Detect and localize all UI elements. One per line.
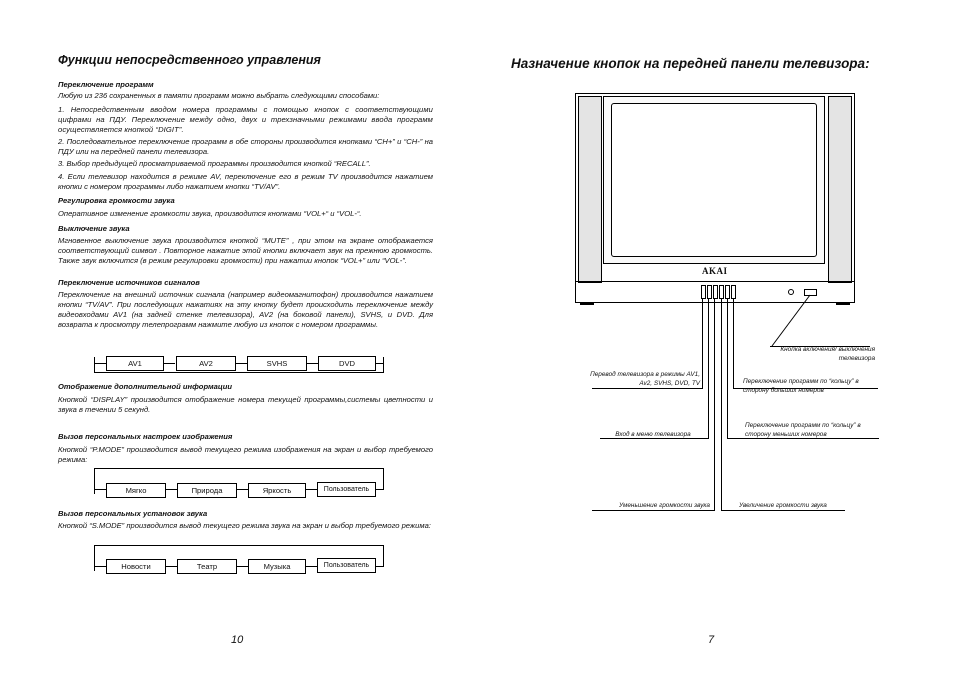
paragraph: Кнопкой “DISPLAY” производится отображение номера текущей программы,системы цветности и звука в течении 5 секунд. <box>58 395 433 414</box>
menu-button[interactable] <box>707 285 712 299</box>
brand-logo: AKAI <box>702 266 728 276</box>
section-heading: Переключение программ <box>58 80 154 89</box>
section-heading: Выключение звука <box>58 224 130 233</box>
right-page-title: Назначение кнопок на передней панели телевизора: <box>511 56 870 71</box>
mode-box-soft: Мягко <box>106 483 166 498</box>
paragraph: Мгновенное выключение звука производится кнопкой “MUTE” , при этом на экране отображается соответствующий символ . Повторное нажатие этой кнопки включает звук на прежнюю громкость. Также звук включится (в режим регулировки громкости) при нажатии кнопок “VOL+” или “VOL-”. <box>58 236 433 265</box>
section-heading: Регулировка громкости звука <box>58 196 175 205</box>
paragraph: 1. Непосредственным вводом номера программы с помощью кнопок с соответствующими цифрами на ПДУ. Переключение между одно, двух и трехзначными режимами ввода программ осуществляется кнопкой “DIGIT”. <box>58 105 433 134</box>
paragraph: Кнопкой “P.MODE” производится вывод текущего режима изображения на экран и выбор требуемого режима: <box>58 445 433 464</box>
label-tvav: Перевод телевизора в режимы AV1, Av2, SVHS, DVD, TV <box>590 371 700 387</box>
label-channel-down: Переключение программ по “кольцу” в сторону меньших номеров <box>745 422 861 438</box>
paragraph: 3. Выбор предыдущей просматриваемой программы производится кнопкой “RECALL”. <box>58 159 371 168</box>
paragraph: 4. Если телевизор находится в режиме AV, переключение его в режим TV производится нажатием кнопки с номером программы либо нажатием кнопки “TV/AV”. <box>58 172 433 191</box>
paragraph: Кнопкой “S.MODE” производится вывод текущего режима звука на экран и выбор требуемого режима: <box>58 521 431 530</box>
mode-box-user: Пользователь <box>317 558 376 573</box>
mode-box-svhs: SVHS <box>247 356 307 371</box>
mode-box-nature: Природа <box>177 483 237 498</box>
mode-box-music: Музыка <box>248 559 306 574</box>
mode-box-user: Пользователь <box>317 482 376 497</box>
mode-box-dvd: DVD <box>318 356 376 371</box>
channel-down-button[interactable] <box>725 285 730 299</box>
paragraph: Оперативное изменение громкости звука, производится кнопками “VOL+“ и “VOL-“. <box>58 209 362 218</box>
label-menu: Вход в меню телевизора <box>615 431 691 438</box>
volume-up-button[interactable] <box>719 285 724 299</box>
page-number: 10 <box>231 634 244 646</box>
mode-box-av2: AV2 <box>176 356 236 371</box>
section-heading: Вызов персональных установок звука <box>58 509 208 518</box>
section-heading: Вызов персональных настроек изображения <box>58 432 233 441</box>
label-channel-up: Переключение программ по “кольцу” в сторону больших номеров <box>743 378 859 394</box>
section-heading: Отображение дополнительной информации <box>58 382 233 391</box>
volume-down-button[interactable] <box>713 285 718 299</box>
label-volume-up: Увеличение громкости звука <box>739 502 827 509</box>
label-volume-down: Уменьшение громкости звука <box>618 502 710 509</box>
channel-up-button[interactable] <box>731 285 736 299</box>
section-heading: Переключение источников сигналов <box>58 278 200 287</box>
mode-box-bright: Яркость <box>248 483 306 498</box>
page-number: 7 <box>708 634 715 646</box>
mode-box-theater: Театр <box>177 559 237 574</box>
mode-box-news: Новости <box>106 559 166 574</box>
paragraph: Любую из 236 сохраненных в памяти программ можно выбрать следующими способами: <box>58 91 380 100</box>
mode-box-av1: AV1 <box>106 356 164 371</box>
paragraph: 2. Последовательное переключение программ в обе стороны производится кнопками “CH+” и “CH-” на ПДУ или на передней панели телевизора. <box>58 137 433 156</box>
label-power: Кнопка включения/ выключения телевизора <box>780 346 875 362</box>
paragraph: Переключение на внешний источник сигнала (например видеомагнитофон) производится нажатием кнопки “TV/AV”. При последующих нажатиях на эту кнопку будет происходить переключение между видеовходами AV1 (на задней стенке телевизора), AV2 (на боковой панели), SVHS, и DVD. Для возврата к просмотру телепрограмм нажмите любую из кнопок с номером программы. <box>58 290 433 329</box>
tvav-button[interactable] <box>701 285 706 299</box>
left-page-title: Функции непосредственного управления <box>58 53 321 67</box>
